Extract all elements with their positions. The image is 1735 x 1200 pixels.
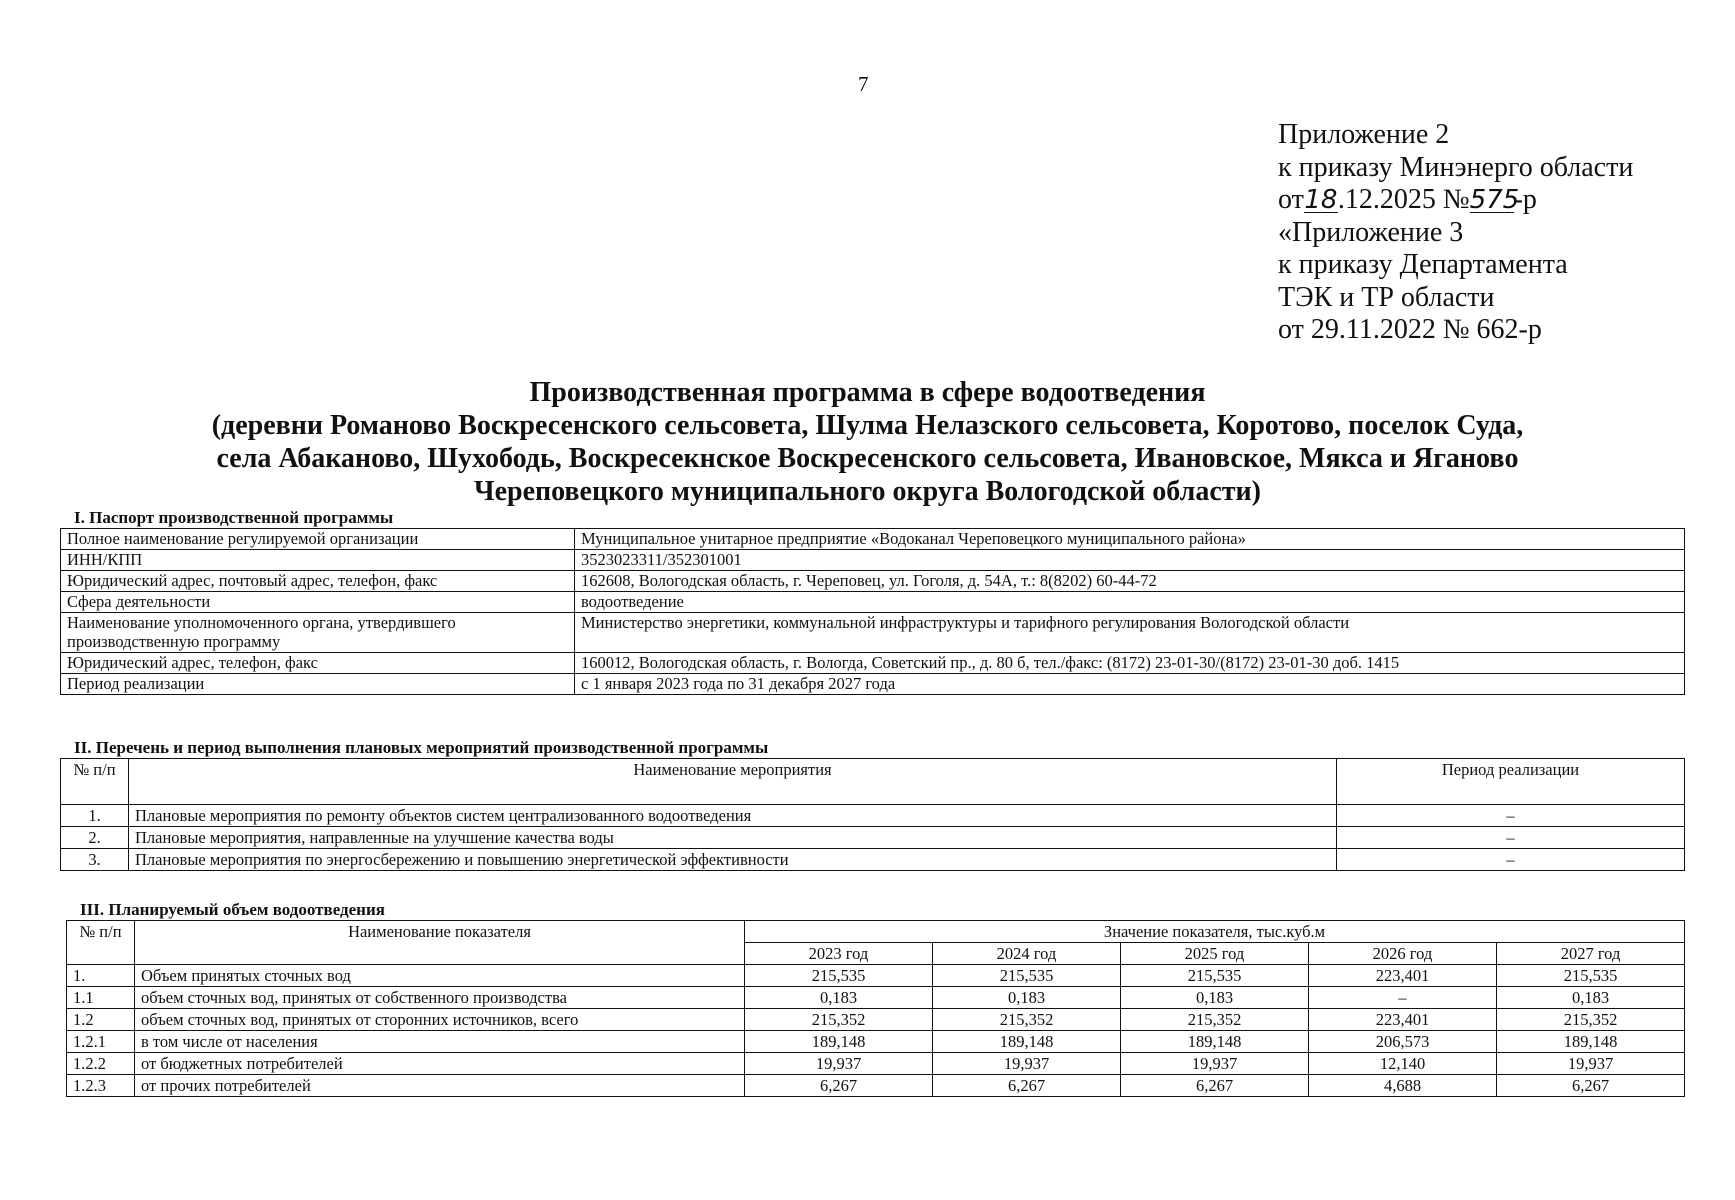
row-value: 162608, Вологодская область, г. Череповец, ул. Гоголя, д. 54А, т.: 8(8202) 60-44-72	[575, 571, 1685, 592]
row-value: с 1 января 2023 года по 31 декабря 2027 года	[575, 674, 1685, 695]
row-value: 215,352	[933, 1009, 1121, 1031]
header-value-group: Значение показателя, тыс.куб.м	[745, 921, 1685, 943]
section1-title: I. Паспорт производственной программы	[74, 508, 394, 527]
row-name: объем сточных вод, принятых от собственного производства	[135, 987, 745, 1009]
table-row	[67, 1031, 1685, 1053]
year-header: 2025 год	[1121, 943, 1309, 965]
header-name: Наименование показателя	[135, 921, 745, 965]
row-value: 189,148	[1497, 1031, 1685, 1053]
row-num: 3.	[61, 849, 129, 871]
document-title	[0, 376, 1735, 508]
row-name: Объем принятых сточных вод	[135, 965, 745, 987]
appendix-line: «Приложение 3	[1278, 216, 1464, 248]
activities-table	[60, 758, 1685, 871]
row-name: от прочих потребителей	[135, 1075, 745, 1097]
title-line: Производственная программа в сфере водоотведения	[529, 377, 1206, 408]
year-header: 2023 год	[745, 943, 933, 965]
title-line: Череповецкого муниципального округа Вологодской области)	[474, 476, 1261, 507]
row-value: 189,148	[1121, 1031, 1309, 1053]
row-label: Сфера деятельности	[61, 592, 575, 613]
header-num: № п/п	[67, 921, 135, 965]
row-period: –	[1337, 849, 1685, 871]
row-value: 19,937	[933, 1053, 1121, 1075]
table-row	[67, 1075, 1685, 1097]
row-value: 12,140	[1309, 1053, 1497, 1075]
header-num: № п/п	[61, 759, 129, 805]
row-value: 6,267	[1121, 1075, 1309, 1097]
row-value: 6,267	[933, 1075, 1121, 1097]
row-num: 2.	[61, 827, 129, 849]
table-row	[67, 965, 1685, 987]
row-name: Плановые мероприятия по энергосбережению и повышению энергетической эффективности	[129, 849, 1337, 871]
row-name: Плановые мероприятия, направленные на улучшение качества воды	[129, 827, 1337, 849]
row-value: 215,535	[933, 965, 1121, 987]
row-value: 189,148	[745, 1031, 933, 1053]
row-label: Полное наименование регулируемой организации	[61, 529, 575, 550]
row-name: в том числе от населения	[135, 1031, 745, 1053]
row-value: 160012, Вологодская область, г. Вологда, Советский пр., д. 80 б, тел./факс: (8172) 23-01-30/(8172) 23-01-30 доб. 1415	[575, 653, 1685, 674]
table-row	[61, 529, 1685, 550]
row-value: 223,401	[1309, 965, 1497, 987]
year-header: 2026 год	[1309, 943, 1497, 965]
table-row	[61, 849, 1685, 871]
row-num: 1.	[67, 965, 135, 987]
row-period: –	[1337, 805, 1685, 827]
row-value: 215,352	[1121, 1009, 1309, 1031]
table-header-row	[67, 921, 1685, 943]
title-line: (деревни Романово Воскресенского сельсовета, Шулма Нелазского сельсовета, Коротово, поселок Суда,	[211, 410, 1524, 441]
row-num: 1.2.3	[67, 1075, 135, 1097]
row-value: 0,183	[1497, 987, 1685, 1009]
row-num: 1.	[61, 805, 129, 827]
appendix-line: к приказу Минэнерго области	[1278, 151, 1634, 183]
row-value: 4,688	[1309, 1075, 1497, 1097]
table-row	[67, 1053, 1685, 1075]
row-value: 19,937	[1121, 1053, 1309, 1075]
table-row	[61, 550, 1685, 571]
table-row	[67, 1009, 1685, 1031]
row-value: водоотведение	[575, 592, 1685, 613]
header-period: Период реализации	[1337, 759, 1685, 805]
table-row	[61, 613, 1685, 653]
row-name: Плановые мероприятия по ремонту объектов систем централизованного водоотведения	[129, 805, 1337, 827]
appendix-line: к приказу Департамента	[1278, 249, 1568, 280]
table-row	[67, 987, 1685, 1009]
table-header-row	[61, 759, 1685, 805]
row-label: ИНН/КПП	[61, 550, 575, 571]
table-row	[61, 827, 1685, 849]
row-value: 3523023311/352301001	[575, 550, 1685, 571]
table-row	[61, 674, 1685, 695]
section2-title: II. Перечень и период выполнения плановых мероприятий производственной программы	[74, 738, 769, 757]
row-num: 1.2.2	[67, 1053, 135, 1075]
row-num: 1.1	[67, 987, 135, 1009]
row-period: –	[1337, 827, 1685, 849]
table-row	[61, 653, 1685, 674]
row-value: 189,148	[933, 1031, 1121, 1053]
row-name: объем сточных вод, принятых от сторонних источников, всего	[135, 1009, 745, 1031]
row-name: от бюджетных потребителей	[135, 1053, 745, 1075]
header-name: Наименование мероприятия	[129, 759, 1337, 805]
row-num: 1.2.1	[67, 1031, 135, 1053]
year-header: 2027 год	[1497, 943, 1685, 965]
row-value: 6,267	[745, 1075, 933, 1097]
row-label: Юридический адрес, телефон, факс	[61, 653, 575, 674]
row-value: 0,183	[1121, 987, 1309, 1009]
row-value: 19,937	[1497, 1053, 1685, 1075]
passport-table	[60, 528, 1685, 695]
handwritten-number: 575	[1469, 185, 1520, 215]
row-value: 215,535	[1121, 965, 1309, 987]
appendix-date-line	[1278, 184, 1633, 217]
row-num: 1.2	[67, 1009, 135, 1031]
title-line: села Абаканово, Шухободь, Воскресекнское Воскресенского сельсовета, Ивановское, Мякса и Ягановo	[216, 443, 1519, 474]
appendix-block	[1278, 119, 1633, 347]
row-value: Муниципальное унитарное предприятие «Водоканал Череповецкого муниципального района»	[575, 529, 1685, 550]
appendix-line: от 29.11.2022 № 662-р	[1278, 314, 1542, 345]
page-number: 7	[858, 72, 869, 96]
row-value: 215,535	[745, 965, 933, 987]
row-value: 0,183	[745, 987, 933, 1009]
volume-table	[66, 920, 1685, 1097]
row-value: –	[1309, 987, 1497, 1009]
table-row	[61, 571, 1685, 592]
year-header: 2024 год	[933, 943, 1121, 965]
row-value: 6,267	[1497, 1075, 1685, 1097]
row-value: 19,937	[745, 1053, 933, 1075]
row-value: Министерство энергетики, коммунальной инфраструктуры и тарифного регулирования Вологодской области	[575, 613, 1685, 653]
appendix-prefix: от	[1278, 184, 1304, 215]
row-label: Период реализации	[61, 674, 575, 695]
table-row	[61, 805, 1685, 827]
row-label: Юридический адрес, почтовый адрес, телефон, факс	[61, 571, 575, 592]
row-value: 215,352	[745, 1009, 933, 1031]
row-label: Наименование уполномоченного органа, утвердившего производственную программу	[61, 613, 575, 653]
table-row	[61, 592, 1685, 613]
appendix-mid: .12.2025 №	[1337, 184, 1470, 215]
row-value: 215,535	[1497, 965, 1685, 987]
row-value: 215,352	[1497, 1009, 1685, 1031]
row-value: 223,401	[1309, 1009, 1497, 1031]
section3-title: III. Планируемый объем водоотведения	[80, 900, 385, 919]
row-value: 0,183	[933, 987, 1121, 1009]
handwritten-day: 18	[1304, 185, 1338, 215]
appendix-line: ТЭК и ТР области	[1278, 281, 1495, 313]
appendix-line: Приложение 2	[1278, 119, 1450, 150]
appendix-suffix: -р	[1513, 184, 1537, 215]
row-value: 206,573	[1309, 1031, 1497, 1053]
